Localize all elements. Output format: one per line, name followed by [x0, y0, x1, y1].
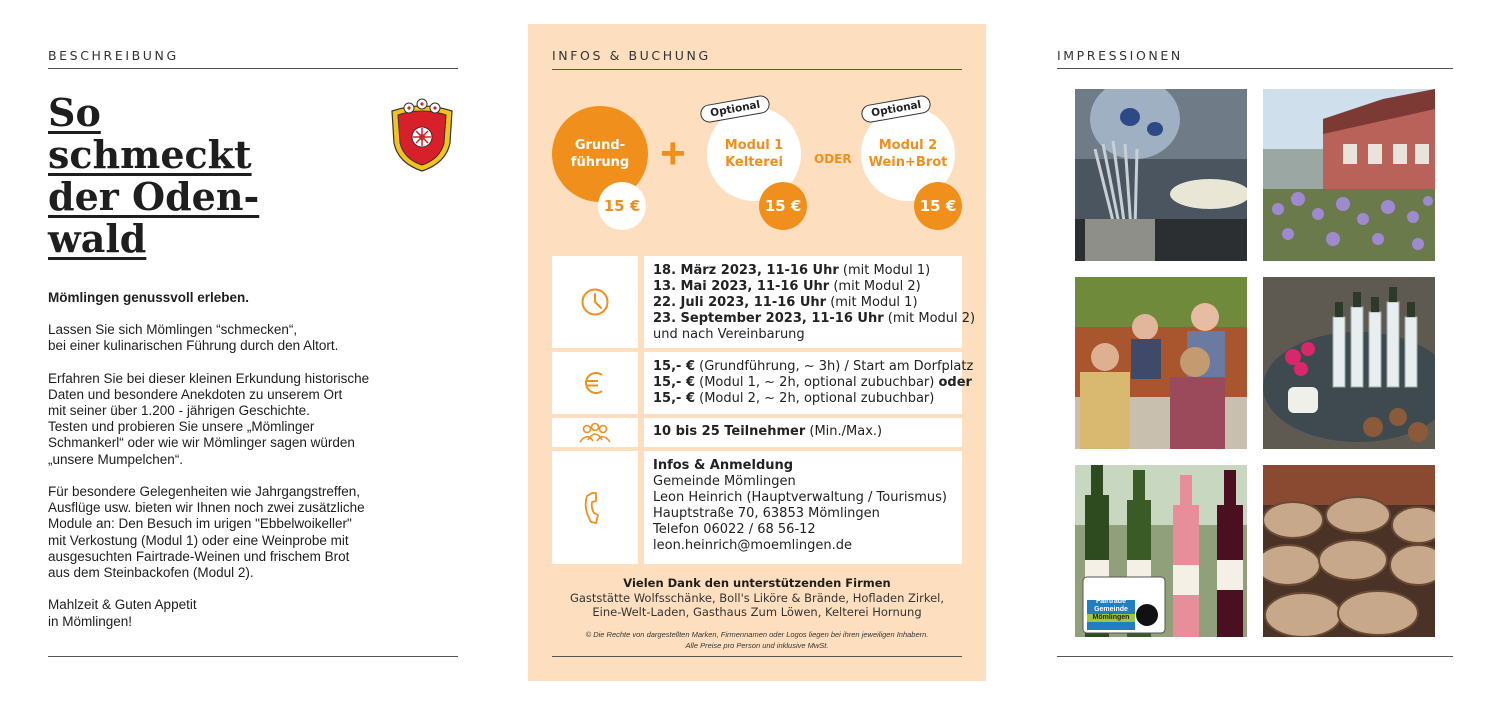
contact-line: Gemeinde Mömlingen	[653, 474, 796, 489]
photo-tasting-group	[1075, 277, 1247, 449]
badge-text: Gemeinde	[1094, 606, 1128, 613]
contact-email[interactable]: leon.heinrich@moemlingen.de	[653, 538, 852, 553]
description-body	[48, 322, 393, 646]
module1-label: Kelterei	[725, 155, 783, 170]
participants-row	[552, 418, 962, 447]
paragraph: Für besondere Gelegenheiten wie Jahrgangstreffen, Ausflüge usw. bieten wir Ihnen noch zwei zusätzliche Module an: Den Besuch im urigen "Ebbelwoikeller" mit Verkostung (Modul 1) oder eine Weinprobe mit ausgesuchten Fairtrade-Weinen und frischem Brot aus dem Steinbackofen (Modul 2).	[48, 484, 365, 581]
dates-list	[644, 256, 976, 348]
fairtrade-mark: FAIRTRADE	[1137, 625, 1160, 630]
sponsor-heading: Vielen Dank den unterstützenden Firmen	[623, 576, 891, 590]
lead-text: Mömlingen genussvoll erleben.	[48, 290, 250, 305]
base-tour-price: 15 €	[598, 182, 646, 230]
euro-icon	[552, 352, 638, 414]
prices-row	[552, 352, 974, 414]
contact-row	[552, 451, 962, 564]
photo-bread	[1263, 465, 1435, 637]
base-tour-label: führung	[570, 155, 630, 170]
optional-tag: Optional	[860, 94, 932, 124]
info-booking-panel	[528, 24, 986, 681]
base-tour-label: Grund-	[574, 138, 626, 153]
price-item: 15,- € (Grundführung, ~ 3h) / Start am Dorfplatz	[653, 359, 974, 374]
phone-icon	[552, 451, 638, 564]
price-item: 15,- € (Modul 2, ~ 2h, optional zubuchbar)	[653, 391, 935, 406]
contact-phone: Telefon 06022 / 68 56-12	[653, 522, 816, 537]
paragraph: Erfahren Sie bei dieser kleinen Erkundung historische Daten und besondere Anekdoten zu unserem Ort mit seiner über 1.200 - jährigen Geschichte. Testen und probieren Sie unsere „Mömlinger Schmankerl“ oder wie wir Mömlinger sagen würden „unsere Mumpelchen“.	[48, 370, 370, 467]
title-line: schmeckt	[48, 132, 252, 177]
date-item: 23. September 2023, 11-16 Uhr (mit Modul 2)	[653, 311, 976, 326]
legal-line: Alle Preise pro Person und inklusive MwSt.	[685, 640, 829, 650]
fairtrade-badge	[1087, 598, 1135, 622]
section-heading-description: BESCHREIBUNG	[48, 48, 179, 63]
impressions-column	[1057, 0, 1453, 704]
group-icon	[552, 418, 638, 447]
date-item: 13. Mai 2023, 11-16 Uhr (mit Modul 2)	[653, 279, 921, 294]
section-heading-impressions: IMPRESSIONEN	[1057, 48, 1183, 63]
contact-details	[644, 451, 962, 564]
module2-label: Modul 2	[878, 138, 938, 153]
divider	[552, 69, 962, 70]
badge-text: Fairtrade	[1096, 598, 1126, 605]
page-title	[48, 92, 259, 260]
date-item: 22. Juli 2023, 11-16 Uhr (mit Modul 1)	[653, 295, 918, 310]
optional-tag: Optional	[699, 94, 771, 124]
contact-line: Hauptstraße 70, 63853 Mömlingen	[653, 506, 880, 521]
prices-list	[644, 352, 974, 414]
divider	[1057, 656, 1453, 657]
description-column	[48, 0, 458, 704]
legal-notice	[528, 630, 986, 651]
title-line: wald	[48, 216, 147, 261]
legal-line: © Die Rechte von dargestellten Marken, Firmennamen oder Logos liegen bei ihren jeweiligen Inhabern.	[585, 630, 929, 639]
title-line: der Oden-	[48, 174, 260, 219]
date-item: und nach Vereinbarung	[653, 327, 805, 342]
module1-label: Modul 1	[724, 138, 784, 153]
photo-cutlery	[1075, 89, 1247, 261]
participants-text: 10 bis 25 Teilnehmer (Min./Max.)	[644, 418, 962, 447]
plus-icon: +	[660, 129, 686, 178]
paragraph: Lassen Sie sich Mömlingen “schmecken“, bei einer kulinarischen Führung durch den Altort.	[48, 322, 339, 354]
module1-price: 15 €	[759, 182, 807, 230]
paragraph: Mahlzeit & Guten Appetit in Mömlingen!	[48, 597, 197, 629]
photo-fairtrade-wines	[1075, 465, 1247, 637]
section-heading-info: INFOS & BUCHUNG	[552, 48, 711, 63]
module2-price: 15 €	[914, 182, 962, 230]
divider	[1057, 68, 1453, 69]
clock-icon	[552, 256, 638, 348]
coat-of-arms-logo	[388, 97, 456, 173]
sponsor-thanks	[528, 576, 986, 620]
divider	[48, 68, 458, 69]
divider	[48, 656, 458, 657]
dates-row	[552, 256, 976, 348]
contact-heading: Infos & Anmeldung	[653, 458, 794, 473]
date-item: 18. März 2023, 11-16 Uhr (mit Modul 1)	[653, 263, 931, 278]
photo-bottles-flowers	[1263, 277, 1435, 449]
or-label: ODER	[814, 152, 852, 166]
contact-line: Leon Heinrich (Hauptverwaltung / Tourismus)	[653, 490, 947, 505]
price-item: 15,- € (Modul 1, ~ 2h, optional zubuchbar) oder	[653, 375, 972, 390]
badge-text: Mömlingen	[1087, 614, 1135, 622]
title-line: So	[48, 90, 101, 135]
sponsor-line: Eine-Welt-Laden, Gasthaus Zum Löwen, Kelterei Hornung	[592, 605, 922, 619]
photo-town-lavender	[1263, 89, 1435, 261]
divider	[552, 656, 962, 657]
sponsor-line: Gaststätte Wolfsschänke, Boll's Liköre & Brände, Hofladen Zirkel,	[569, 590, 945, 605]
module2-label: Wein+Brot	[868, 155, 948, 170]
